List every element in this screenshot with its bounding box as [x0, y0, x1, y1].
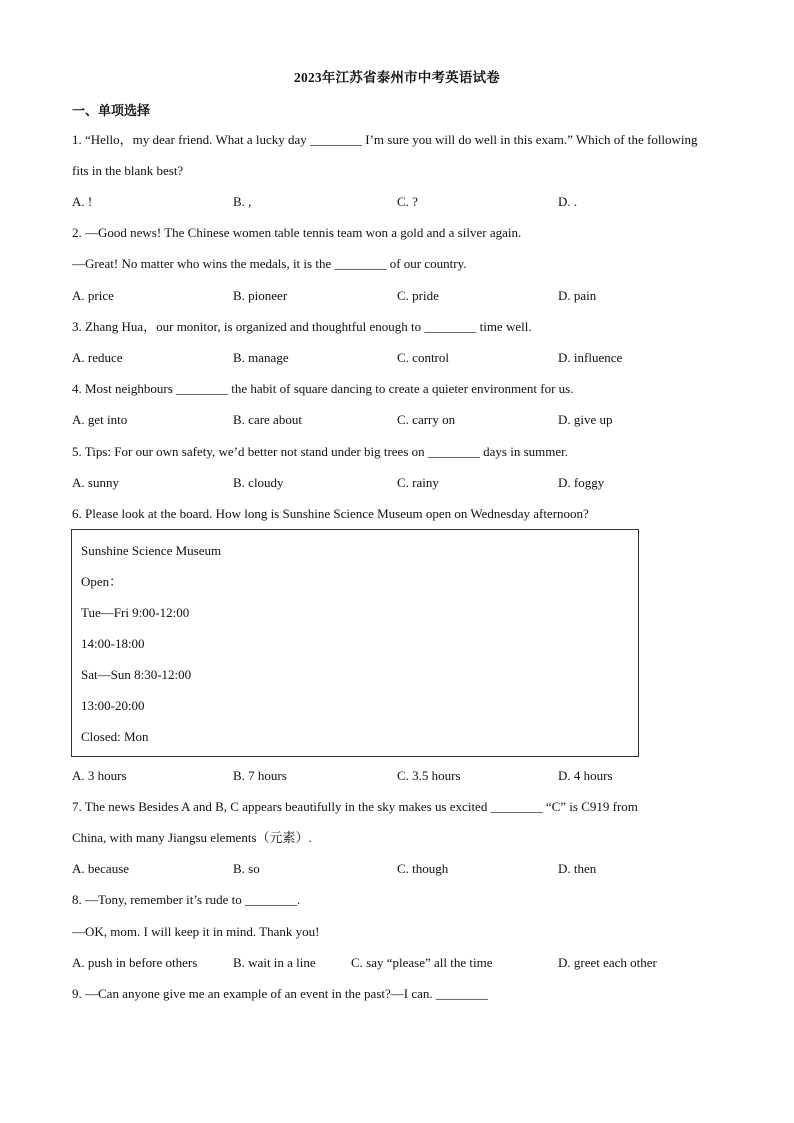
board-weekday-afternoon: 14:00-18:00: [81, 636, 145, 651]
question-1-option-b: B. ,: [233, 194, 252, 209]
question-7-option-a: A. because: [72, 861, 130, 876]
question-1-line-1: 1. “Hello，my dear friend. What a lucky day ________ I’m sure you will do well in this exam.” Which of the following: [72, 132, 698, 147]
question-1-option-d: D. .: [558, 194, 578, 209]
question-4-option-b: B. care about: [233, 412, 302, 427]
question-3-line-1: 3. Zhang Hua，our monitor, is organized and thoughtful enough to ________ time well.: [72, 319, 532, 334]
question-4-option-c: C. carry on: [397, 412, 456, 427]
question-5-option-d: D. foggy: [558, 475, 605, 490]
question-8-option-c: C. say “please” all the time: [351, 955, 493, 970]
question-6-line-1: 6. Please look at the board. How long is Sunshine Science Museum open on Wednesday afternoon?: [72, 506, 589, 521]
question-1-option-c: C. ?: [397, 194, 418, 209]
board-weekday-morning: Tue—Fri 9:00-12:00: [81, 605, 190, 620]
question-2-option-d: D. pain: [558, 288, 597, 303]
question-3-option-a: A. reduce: [72, 350, 123, 365]
board-open-label: Open：: [81, 574, 123, 589]
question-7-option-c: C. though: [397, 861, 449, 876]
question-3-option-b: B. manage: [233, 350, 289, 365]
question-4-option-d: D. give up: [558, 412, 613, 427]
question-4-option-a: A. get into: [72, 412, 128, 427]
question-1-line-2: fits in the blank best?: [72, 163, 184, 178]
question-2-line-2: —Great! No matter who wins the medals, it is the ________ of our country.: [72, 256, 467, 271]
question-3-option-d: D. influence: [558, 350, 623, 365]
question-5-option-a: A. sunny: [72, 475, 119, 490]
museum-notice-board: [71, 529, 639, 757]
question-3-option-c: C. control: [397, 350, 449, 365]
question-8-option-d: D. greet each other: [558, 955, 657, 970]
board-weekend-afternoon: 13:00-20:00: [81, 698, 145, 713]
board-title: Sunshine Science Museum: [81, 543, 222, 558]
question-6-option-c: C. 3.5 hours: [397, 768, 461, 783]
question-5-line-1: 5. Tips: For our own safety, we’d better not stand under big trees on ________ days in summer.: [72, 444, 568, 459]
question-2-option-b: B. pioneer: [233, 288, 288, 303]
question-2-option-a: A. price: [72, 288, 114, 303]
question-8-line-2: —OK, mom. I will keep it in mind. Thank you!: [72, 924, 320, 939]
question-8-option-b: B. wait in a line: [233, 955, 316, 970]
question-5-option-c: C. rainy: [397, 475, 439, 490]
question-4-line-1: 4. Most neighbours ________ the habit of square dancing to create a quieter environment for us.: [72, 381, 574, 396]
question-7-option-d: D. then: [558, 861, 597, 876]
question-6-option-a: A. 3 hours: [72, 768, 127, 783]
question-5-option-b: B. cloudy: [233, 475, 284, 490]
question-8-option-a: A. push in before others: [72, 955, 198, 970]
question-7-line-1: 7. The news Besides A and B, C appears beautifully in the sky makes us excited ________ “C” is C919 from: [72, 799, 638, 814]
question-2-option-c: C. pride: [397, 288, 439, 303]
section-heading: 一、单项选择: [72, 103, 151, 118]
board-closed-day: Closed: Mon: [81, 729, 149, 744]
question-1-option-a: A. !: [72, 194, 93, 209]
question-6-option-d: D. 4 hours: [558, 768, 613, 783]
page-title: 2023年江苏省泰州市中考英语试卷: [294, 70, 500, 85]
question-7-line-2: China, with many Jiangsu elements（元素）.: [72, 830, 312, 845]
question-6-option-b: B. 7 hours: [233, 768, 287, 783]
question-8-line-1: 8. —Tony, remember it’s rude to ________.: [72, 892, 301, 907]
question-9-line-1: 9. —Can anyone give me an example of an event in the past?—I can. ________: [72, 986, 488, 1001]
board-weekend-morning: Sat—Sun 8:30-12:00: [81, 667, 192, 682]
question-7-option-b: B. so: [233, 861, 260, 876]
question-2-line-1: 2. —Good news! The Chinese women table tennis team won a gold and a silver again.: [72, 225, 522, 240]
